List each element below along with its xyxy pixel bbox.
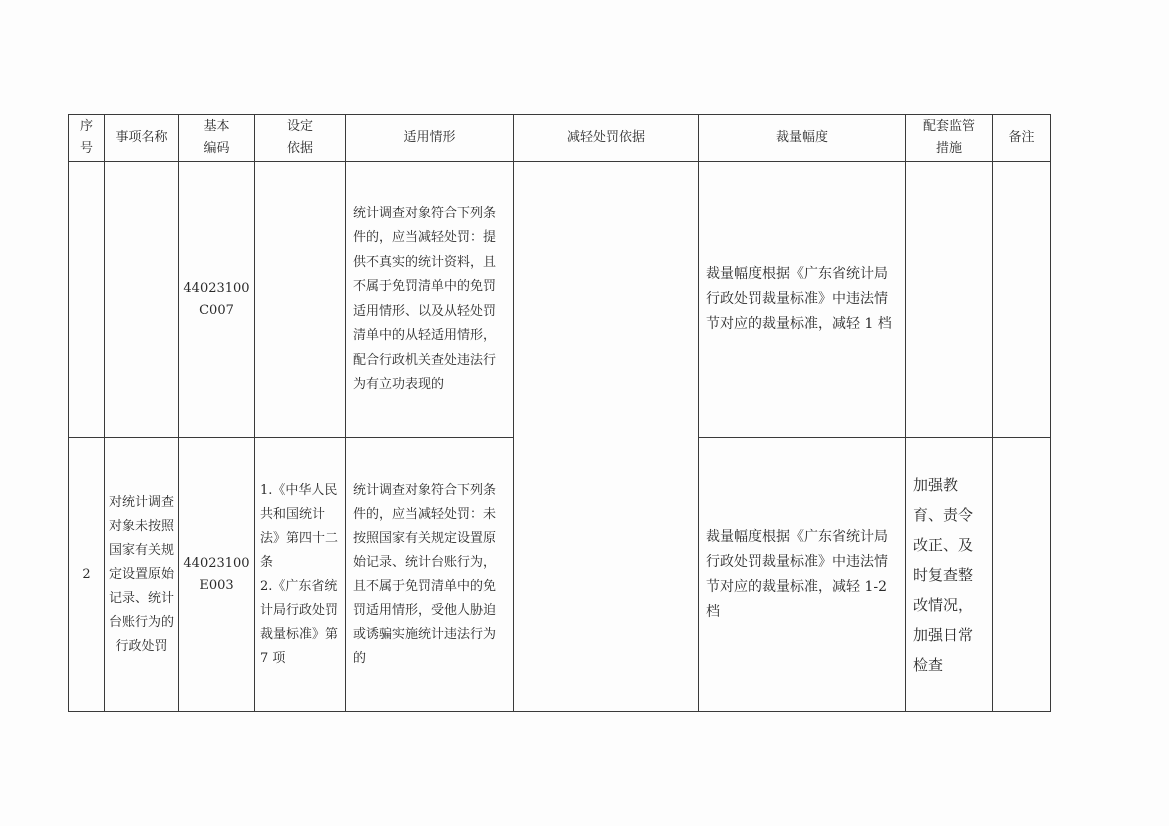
cell-range: 裁量幅度根据《广东省统计局行政处罚裁量标准》中违法情节对应的裁量标准，减轻 1 档 [699,162,906,438]
header-code: 基本 编码 [179,115,255,162]
penalty-table [68,114,1051,712]
cell-name [105,162,179,438]
cell-seq [69,162,105,438]
header-measures: 配套监管 措施 [906,115,993,162]
table-row [69,162,1051,438]
cell-situation: 统计调查对象符合下列条件的，应当减轻处罚：未按照国家有关规定设置原始记录、统计台账行为，且不属于免罚清单中的免罚适用情形，受他人胁迫或诱骗实施统计违法行为的 [346,438,514,712]
cell-measures [906,162,993,438]
header-remark: 备注 [993,115,1051,162]
cell-range: 裁量幅度根据《广东省统计局行政处罚裁量标准》中违法情节对应的裁量标准，减轻 1-2 档 [699,438,906,712]
cell-situation: 统计调查对象符合下列条件的，应当减轻处罚：提供不真实的统计资料，且不属于免罚清单中的免罚适用情形、以及从轻处罚清单中的从轻适用情形，配合行政机关查处违法行为有立功表现的 [346,162,514,438]
cell-code: 44023100 E003 [179,438,255,712]
header-row [69,115,1051,162]
header-basis: 设定 依据 [255,115,346,162]
cell-remark [993,438,1051,712]
cell-basis: 1.《中华人民共和国统计法》第四十二条 2.《广东省统计局行政处罚裁量标准》第 7 项 [255,438,346,712]
cell-mitigation-basis [514,162,699,712]
header-seq: 序 号 [69,115,105,162]
cell-measures: 加强教育、责令改正、及时复查整改情况，加强日常检查 [906,438,993,712]
cell-name: 对统计调查对象未按照国家有关规定设置原始记录、统计台账行为的行政处罚 [105,438,179,712]
header-name: 事项名称 [105,115,179,162]
cell-basis [255,162,346,438]
cell-remark [993,162,1051,438]
header-situation: 适用情形 [346,115,514,162]
cell-seq: 2 [69,438,105,712]
cell-code: 44023100 C007 [179,162,255,438]
header-mitigation-basis: 减轻处罚依据 [514,115,699,162]
header-range: 裁量幅度 [699,115,906,162]
